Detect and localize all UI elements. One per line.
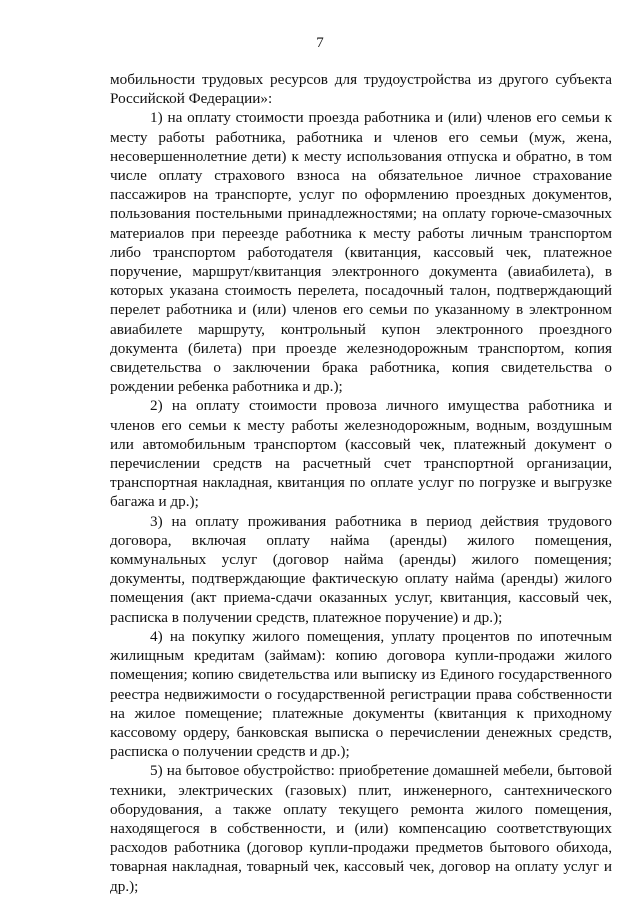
page-number: 7 bbox=[316, 35, 324, 51]
paragraph-item-2: 2) на оплату стоимости провоза личного имущества работника и членов его семьи к месту работы железнодорожным, водным, воздушным или автомобильным транспортом (кассовый чек, платежный документ о перечислении средств на расчетный счет транспортной организации, транспортная накладная, квитанция по оплате услуг по погрузке и выгрузке багажа и др.); bbox=[110, 397, 612, 511]
paragraph-item-4: 4) на покупку жилого помещения, уплату процентов по ипотечным жилищным кредитам (займам): копию договора купли-продажи жилого помещения; копию свидетельства или выписку из Единого государственного реестра недвижимости о государственной регистрации права собственности на жилое помещение; платежные документы (квитанция к приходному кассовому ордеру, банковская выписка о перечислении денежных средств, расписка о получении средств и др.); bbox=[110, 627, 612, 761]
paragraph-item-1: 1) на оплату стоимости проезда работника и (или) членов его семьи к месту работы работника, работника и членов его семьи (муж, жена, несовершеннолетние дети) к месту использования отпуска и обратно, в том числе оплату страхового взноса на обязательное личное страхование пассажиров на транспорте, услуг по оформлению проездных документов, пользования постельными принадлежностями; на оплату горюче-смазочных материалов при переезде работника к месту работы личным транспортом либо транспортом работодателя (квитанция, кассовый чек, платежное поручение, маршрут/квитанция электронного документа (авиабилета), в которых указана стоимость перелета, посадочный талон, подтверждающий перелет работника и (или) членов его семьи по указанному в электронном авиабилете маршруту, контрольный купон электронного проездного документа (билета) при проезде железнодорожным транспортом, копия свидетельства о заключении брака работника, копия свидетельства о рождении ребенка работника и др.); bbox=[110, 109, 612, 396]
document-body bbox=[110, 70, 612, 896]
paragraph-item-5: 5) на бытовое обустройство: приобретение домашней мебели, бытовой техники, электрических (газовых) плит, инженерного, сантехнического оборудования, а также оплату текущего ремонта жилого помещения, находящегося в собственности, и (или) компенсацию соответствующих расходов работника (договор купли-продажи предметов бытового обихода, товарная накладная, товарный чек, кассовый чек, договор на оплату услуг и др.); bbox=[110, 762, 612, 895]
paragraph-item-3: 3) на оплату проживания работника в период действия трудового договора, включая оплату найма (аренды) жилого помещения, коммунальных услуг (договор найма (аренды) жилого помещения; документы, подтверждающие фактическую оплату найма (аренды) жилого помещения (акт приема-сдачи оказанных услуг, квитанция, кассовый чек, расписка в получении средств, платежное поручение) и др.); bbox=[110, 512, 612, 626]
paragraph-continuation: мобильности трудовых ресурсов для трудоустройства из другого субъекта Российской Федерации»: bbox=[110, 71, 612, 108]
